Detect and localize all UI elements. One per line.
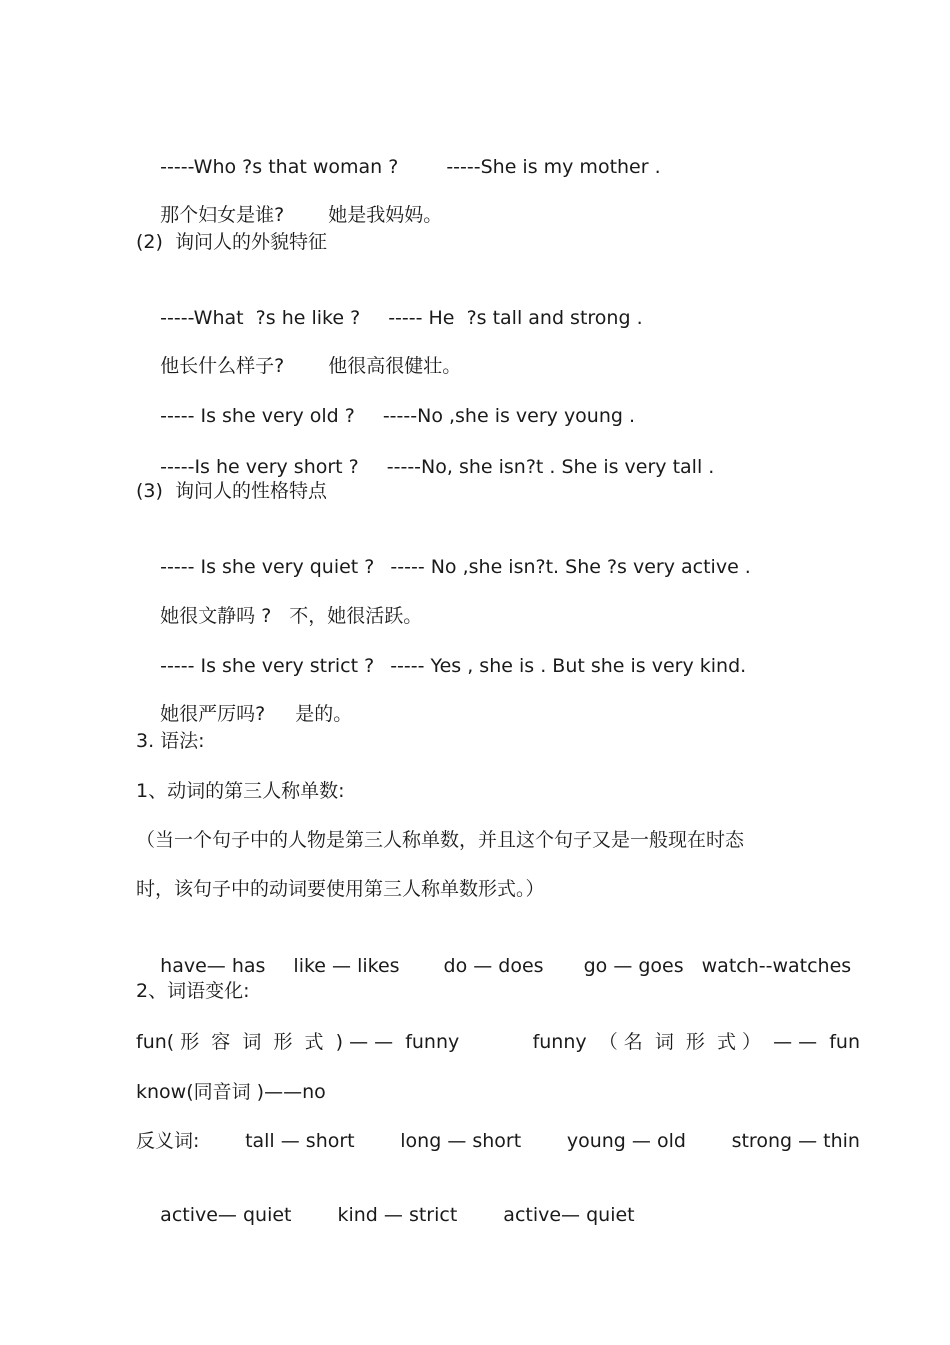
fun-adjective: fun( 形 容 词 形 式 ) — — funny (136, 1031, 460, 1053)
verb-form: do — does (443, 955, 544, 977)
note-line-2: 时，该句子中的动词要使用第三人称单数形式。） (136, 878, 545, 900)
dialogue-line-4: -----Is he very short ? -----No, she isn?t . She is very tall . (160, 456, 715, 478)
antonyms-line-2 (136, 1179, 635, 1251)
section-word-change: 2、词语变化: (136, 980, 250, 1002)
translation-line-4: 她很严厉吗? 是的。 (160, 703, 353, 725)
section-appearance: (2) 询问人的外貌特征 (136, 231, 327, 253)
antonym-pair: strong — thin (731, 1130, 860, 1152)
dialogue-line-2: -----What ?s he like ? ----- He ?s tall and strong . (160, 307, 643, 329)
antonym-pair: tall — short (245, 1130, 355, 1152)
word-form-line (136, 1030, 860, 1054)
verb-form: watch--watches (701, 955, 852, 977)
funny-noun: funny （ 名 词 形 式 ） — — fun (532, 1031, 860, 1053)
antonym-pair: kind — strict (337, 1204, 458, 1226)
dialogue-line-3: ----- Is she very old ? -----No ,she is very young . (160, 405, 636, 427)
antonym-pair: active— quiet (160, 1204, 292, 1226)
antonyms-line (136, 1129, 860, 1153)
note-line-1: （当一个句子中的人物是第三人称单数，并且这个句子又是一般现在时态 (136, 829, 745, 851)
translation-line-2: 他长什么样子? 他很高很健壮。 (160, 355, 462, 377)
dialogue-line-6: ----- Is she very strict ? ----- Yes , she is . But she is very kind. (160, 655, 747, 677)
answer-mother: -----She is my mother . (446, 156, 661, 178)
antonym-pair: young — old (566, 1130, 686, 1152)
dialogue-line-5: ----- Is she very quiet ? ----- No ,she isn?t. She ?s very active . (160, 556, 751, 578)
translation-line-3: 她很文静吗 ? 不，她很活跃。 (160, 605, 423, 627)
verb-form: go — goes (583, 955, 684, 977)
antonym-pair: active— quiet (503, 1204, 635, 1226)
section-personality: (3) 询问人的性格特点 (136, 480, 327, 502)
verb-form: like — likes (293, 955, 400, 977)
antonym-pair: long — short (400, 1130, 522, 1152)
question-who: -----Who ?s that woman ? (160, 156, 399, 178)
section-grammar: 3. 语法: (136, 730, 205, 752)
antonyms-label: 反义词: (136, 1130, 200, 1152)
verb-form: have— has (160, 955, 266, 977)
section-third-person: 1、动词的第三人称单数: (136, 780, 345, 802)
translation-line-1: 那个妇女是谁? 她是我妈妈。 (160, 204, 443, 226)
homophone-line: know(同音词 )——no (136, 1081, 326, 1103)
